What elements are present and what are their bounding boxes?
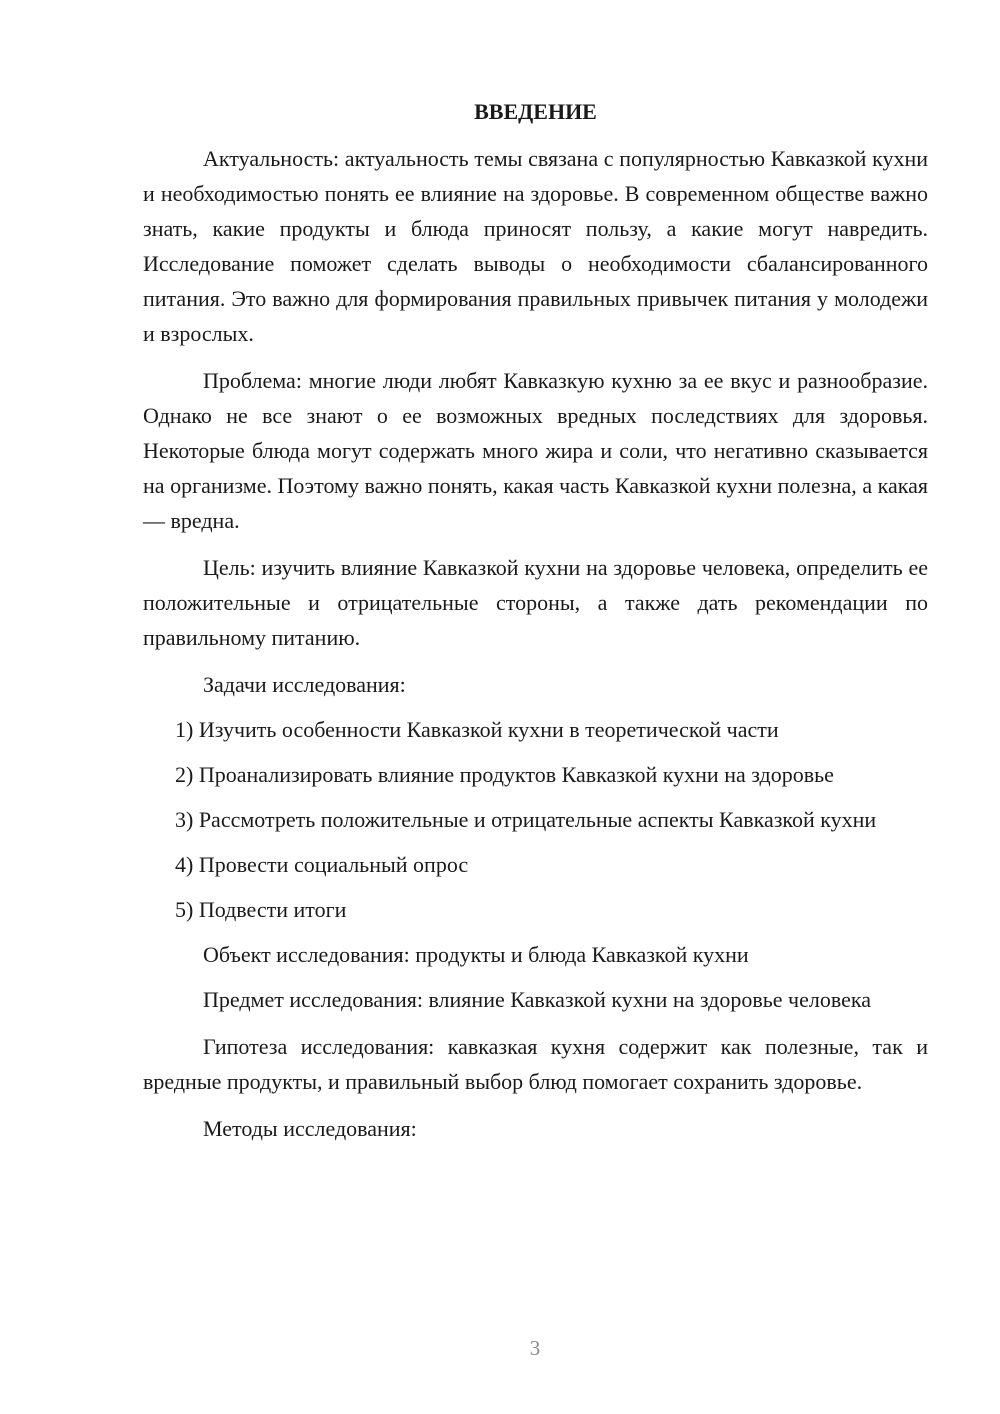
task-item-4: 4) Провести социальный опрос (175, 852, 469, 877)
task-item-5: 5) Подвести итоги (175, 897, 347, 922)
paragraph-goal: Цель: изучить влияние Кавказкой кухни на здоровье человека, определить ее положительные и отрицательные стороны, а также дать рекомендации по правильному питанию. (143, 555, 928, 650)
task-item-3: 3) Рассмотреть положительные и отрицательные аспекты Кавказкой кухни (175, 807, 877, 832)
paragraph-problem: Проблема: многие люди любят Кавказкую кухню за ее вкус и разнообразие. Однако не все знают о ее возможных вредных последствиях для здоровья. Некоторые блюда могут содержать много жира и соли, что негативно сказывается на организме. Поэтому важно понять, какая часть Кавказкой кухни полезна, а какая — вредна. (143, 368, 928, 533)
paragraph-object: Объект исследования: продукты и блюда Кавказкой кухни (203, 942, 749, 967)
tasks-heading: Задачи исследования: (203, 672, 406, 697)
section-title: ВВЕДЕНИЕ (474, 99, 597, 124)
document-page (143, 94, 928, 1158)
page-number: 3 (529, 1336, 541, 1360)
paragraph-relevance: Актуальность: актуальность темы связана с популярностью Кавказкой кухни и необходимостью понять ее влияние на здоровье. В современном обществе важно знать, какие продукты и блюда приносят пользу, а какие могут навредить. Исследование поможет сделать выводы о необходимости сбалансированного питания. Это важно для формирования правильных привычек питания у молодежи и взрослых. (143, 146, 928, 346)
task-item-2: 2) Проанализировать влияние продуктов Кавказкой кухни на здоровье (175, 762, 834, 787)
paragraph-subject: Предмет исследования: влияние Кавказкой кухни на здоровье человека (203, 987, 872, 1012)
task-item-1: 1) Изучить особенности Кавказкой кухни в теоретической части (175, 717, 779, 742)
methods-heading: Методы исследования: (203, 1116, 417, 1141)
paragraph-hypothesis: Гипотеза исследования: кавказкая кухня содержит как полезные, так и вредные продукты, и правильный выбор блюд помогает сохранить здоровье. (143, 1034, 928, 1094)
